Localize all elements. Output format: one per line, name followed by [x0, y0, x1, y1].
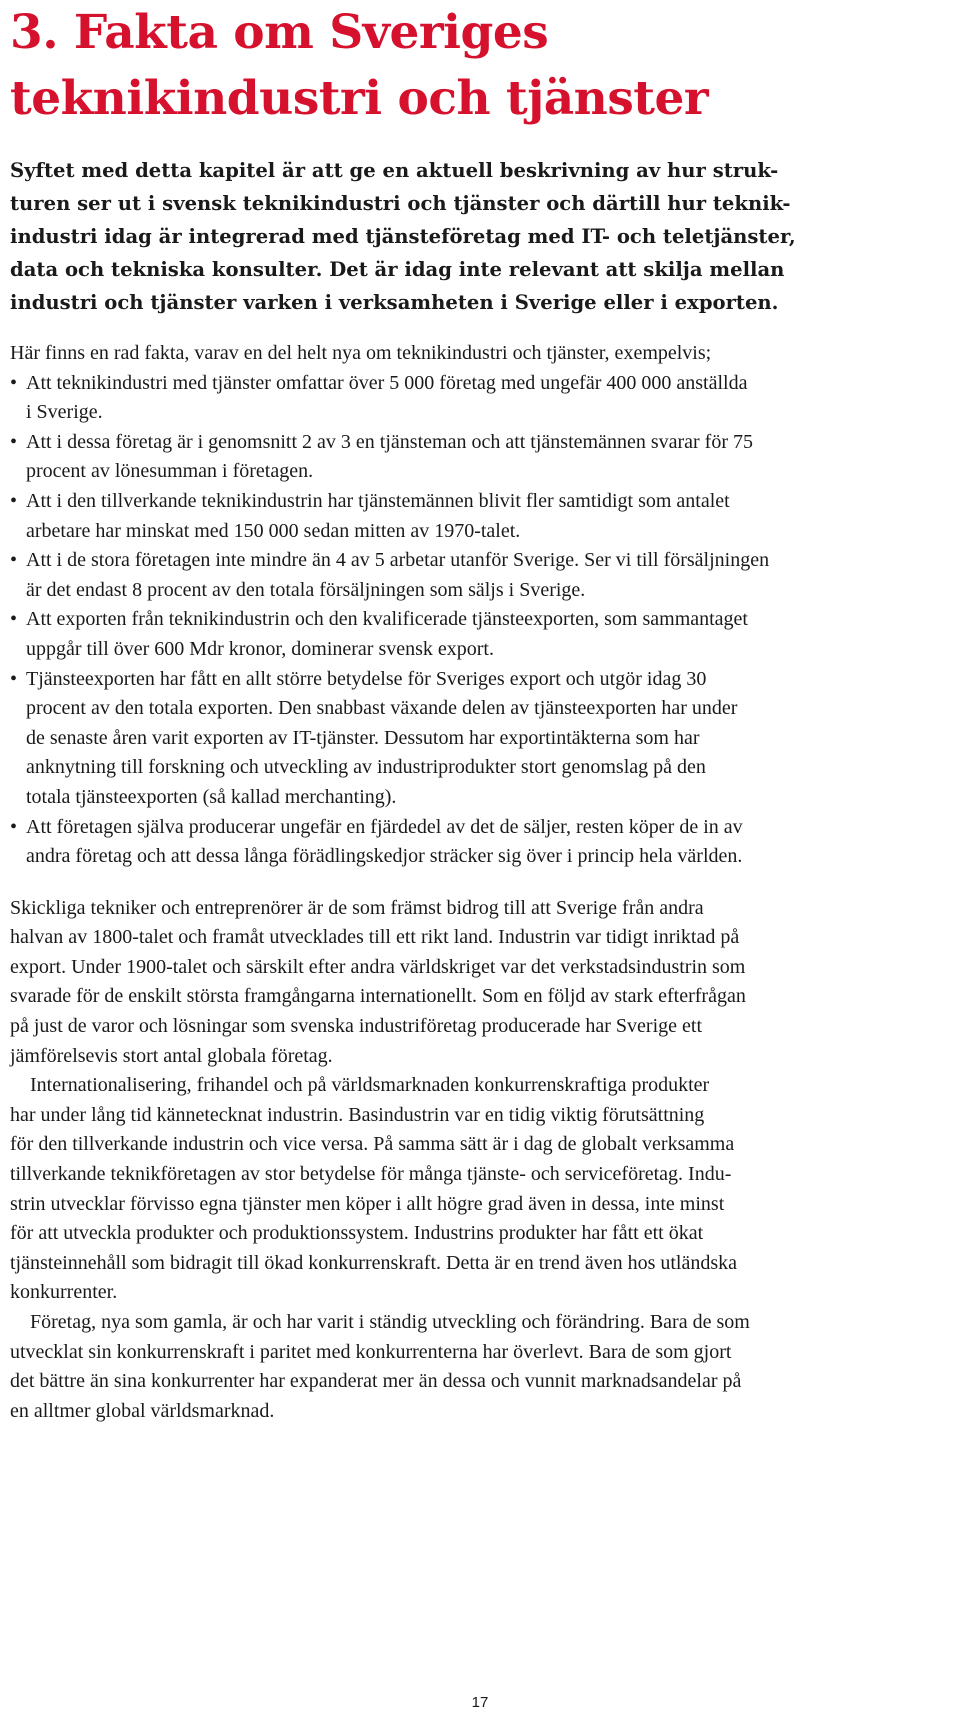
bullet-icon: • — [10, 667, 18, 690]
body-line: har under lång tid kännetecknat industrin. Basindustrin var en tidig viktig förutsättning — [10, 1103, 705, 1126]
body-line: Internationalisering, frihandel och på världsmarknaden konkurrenskraftiga produkter — [30, 1074, 710, 1097]
fact-line: uppgår till över 600 Mdr kronor, dominerar svensk export. — [26, 637, 494, 660]
fact-line: procent av den totala exporten. Den snabbast växande delen av tjänsteexporten har under — [26, 697, 738, 720]
fact-line: Att i den tillverkande teknikindustrin har tjänstemännen blivit fler samtidigt som antalet — [26, 489, 730, 512]
bullet-icon: • — [10, 608, 18, 631]
fact-line: arbetare har minskat med 150 000 sedan mitten av 1970-talet. — [26, 519, 521, 542]
fact-line: andra företag och att dessa långa förädlingskedjor sträcker sig över i princip hela världen. — [26, 845, 743, 868]
body-line: tjänsteinnehåll som bidragit till ökad konkurrenskraft. Detta är en trend även hos utländska — [10, 1251, 738, 1274]
fact-line: Att i de stora företagen inte mindre än 4 av 5 arbetar utanför Sverige. Ser vi till försäljningen — [26, 549, 770, 572]
fact-item — [10, 605, 950, 664]
lead-line: data och tekniska konsulter. Det är idag inte relevant att skilja mellan — [10, 258, 785, 281]
fact-line: Att exporten från teknikindustrin och den kvalificerade tjänsteexporten, som sammantaget — [26, 608, 748, 631]
body-line: tillverkande teknikföretagen av stor betydelse för många tjänste- och serviceföretag. Indu- — [10, 1163, 732, 1186]
fact-line: Tjänsteexporten har fått en allt större betydelse för Sveriges export och utgör idag 30 — [26, 667, 707, 690]
bullet-icon: • — [10, 549, 18, 572]
bullet-icon: • — [10, 430, 18, 453]
body-line: strin utvecklar förvisso egna tjänster men köper i allt högre grad även in dessa, inte minst — [10, 1192, 725, 1215]
body-line: en alltmer global världsmarknad. — [10, 1399, 275, 1422]
chapter-title — [10, 0, 950, 132]
body-text — [10, 894, 950, 1427]
fact-line: Att företagen själva producerar ungefär en fjärdedel av det de säljer, resten köper de in av — [26, 815, 743, 838]
fact-line: är det endast 8 procent av den totala försäljningen som säljs i Sverige. — [26, 578, 586, 601]
fact-line: Att teknikindustri med tjänster omfattar över 5 000 företag med ungefär 400 000 anställda — [26, 371, 748, 394]
fact-line: anknytning till forskning och utveckling av industriprodukter stort genomslag på den — [26, 756, 706, 779]
body-line: det bättre än sina konkurrenter har expanderat mer än dessa och vunnit marknadsandelar på — [10, 1370, 742, 1393]
fact-item — [10, 428, 950, 487]
fact-list — [10, 369, 950, 872]
bullet-icon: • — [10, 489, 18, 512]
chapter-title-line: 3. Fakta om Sveriges — [10, 5, 549, 60]
fact-line: procent av lönesumman i företagen. — [26, 460, 314, 483]
bullet-icon: • — [10, 815, 18, 838]
body-line: konkurrenter. — [10, 1281, 118, 1304]
fact-line: de senaste åren varit exporten av IT-tjänster. Dessutom har exportintäkterna som har — [26, 726, 700, 749]
fact-line: totala tjänsteexporten (så kallad merchanting). — [26, 785, 397, 808]
facts-intro: Här finns en rad fakta, varav en del helt nya om teknikindustri och tjänster, exempelvis; — [10, 342, 712, 364]
body-paragraph — [10, 894, 950, 1072]
body-paragraph — [10, 1308, 950, 1426]
lead-line: turen ser ut i svensk teknikindustri och tjänster och därtill hur teknik- — [10, 192, 791, 215]
fact-item — [10, 813, 950, 872]
document-page — [10, 0, 950, 1426]
bullet-icon: • — [10, 371, 18, 394]
body-line: export. Under 1900-talet och särskilt efter andra världskriget var det verkstadsindustrin som — [10, 955, 746, 978]
lead-paragraph — [10, 154, 950, 319]
lead-line: industri idag är integrerad med tjänsteföretag med IT- och teletjänster, — [10, 225, 796, 248]
body-line: utvecklat sin konkurrenskraft i paritet med konkurrenterna har överlevt. Bara de som gjort — [10, 1340, 732, 1363]
body-line: jämförelsevis stort antal globala företag. — [10, 1044, 333, 1067]
fact-item — [10, 546, 950, 605]
fact-item — [10, 487, 950, 546]
body-line: halvan av 1800-talet och framåt utvecklades till ett rikt land. Industrin var tidigt inriktad på — [10, 926, 740, 949]
body-line: Företag, nya som gamla, är och har varit i ständig utveckling och förändring. Bara de som — [30, 1311, 750, 1333]
body-line: Skickliga tekniker och entreprenörer är de som främst bidrog till att Sverige från andra — [10, 896, 704, 919]
page-number: 17 — [471, 1694, 489, 1711]
lead-line: industri och tjänster varken i verksamheten i Sverige eller i exporten. — [10, 291, 779, 314]
body-line: för att utveckla produkter och produktionssystem. Industrins produkter har fått ett ökat — [10, 1222, 704, 1245]
body-line: på just de varor och lösningar som svenska industriföretag producerade har Sverige ett — [10, 1015, 703, 1038]
fact-line: i Sverige. — [26, 401, 103, 424]
fact-item — [10, 665, 950, 813]
lead-line: Syftet med detta kapitel är att ge en aktuell beskrivning av hur struk- — [10, 159, 779, 182]
fact-line: Att i dessa företag är i genomsnitt 2 av 3 en tjänsteman och att tjänstemännen svarar för 75 — [26, 430, 754, 453]
fact-item — [10, 369, 950, 428]
chapter-title-line: teknikindustri och tjänster — [10, 71, 709, 126]
body-line: för den tillverkande industrin och vice versa. På samma sätt är i dag de globalt verksamma — [10, 1133, 735, 1156]
body-line: svarade för de enskilt största framgångarna internationellt. Som en följd av stark efterfrågan — [10, 985, 746, 1008]
body-paragraph — [10, 1071, 950, 1308]
